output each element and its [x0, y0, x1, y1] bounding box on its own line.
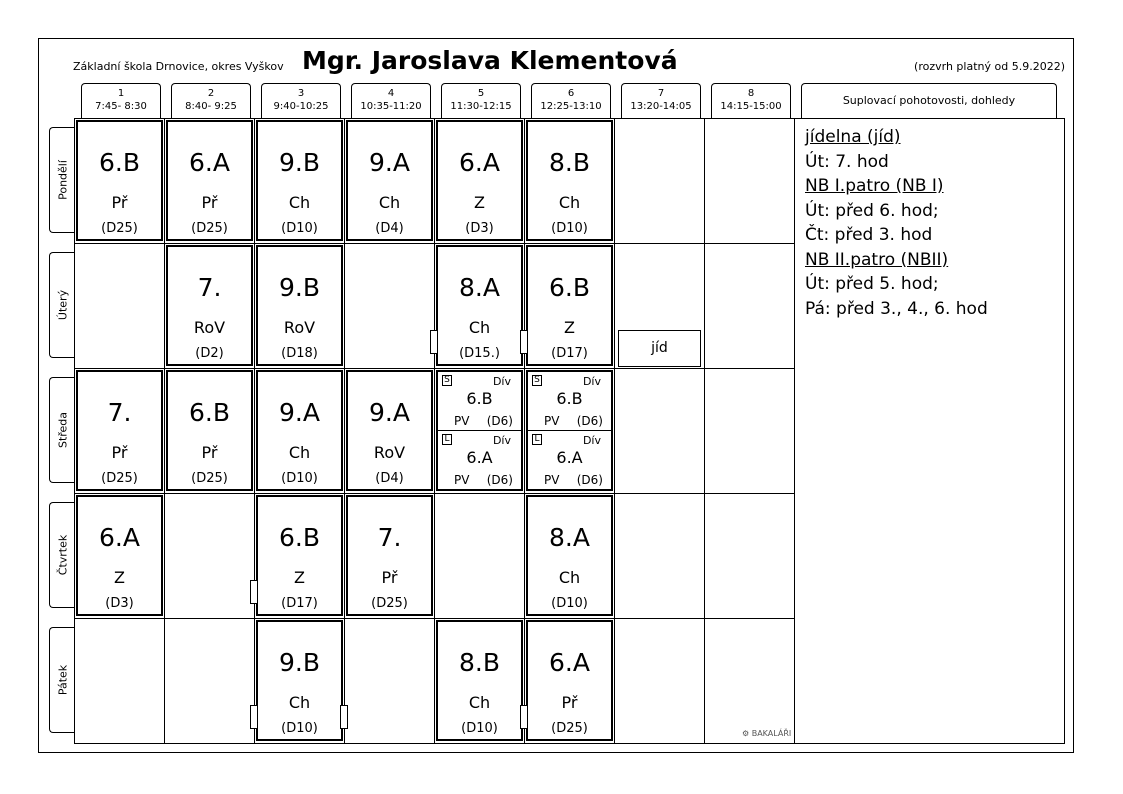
grid-line	[74, 368, 794, 369]
class-name: 9.B	[278, 648, 320, 677]
grid-line	[344, 118, 345, 744]
class-name: 6.B	[466, 389, 493, 408]
lesson-wed-2[interactable]	[166, 370, 253, 491]
day-header-monday	[49, 127, 75, 233]
grid-line	[164, 118, 165, 744]
group-type: Dív	[582, 375, 601, 388]
class-name: 8.B	[458, 648, 500, 677]
teacher-name: Mgr. Jaroslava Klementová	[302, 46, 678, 75]
class-name: 6.A	[556, 448, 583, 467]
class-name: 6.A	[189, 148, 230, 177]
subject: Z	[564, 318, 575, 337]
grid-line	[254, 118, 255, 744]
duty-time: Út: před 6. hod;	[805, 200, 939, 221]
subject: Ch	[468, 318, 491, 337]
subject: PV	[454, 414, 470, 428]
school-name: Základní škola Drnovice, okres Vyškov	[73, 60, 284, 73]
class-name: 6.A	[466, 448, 493, 467]
grid-line	[434, 118, 435, 744]
subject: Př	[111, 443, 128, 462]
period-header-2	[171, 83, 251, 118]
duty-cell-tue-7[interactable]: jíd	[618, 330, 701, 367]
period-header-3	[261, 83, 341, 118]
period-number: 7	[657, 88, 665, 99]
period-number: 2	[207, 88, 215, 99]
grid-line	[524, 118, 525, 744]
lesson-thu-3[interactable]	[256, 495, 343, 616]
room: (D25)	[191, 471, 228, 486]
duty-time: Út: 7. hod	[805, 151, 889, 172]
room: (D6)	[486, 414, 513, 428]
subject: Př	[111, 193, 128, 212]
class-name: 8.A	[549, 523, 590, 552]
class-name: 6.B	[278, 523, 320, 552]
group-type: Dív	[492, 434, 511, 447]
lesson-wed-6	[526, 370, 613, 491]
lesson-fri-6[interactable]	[526, 620, 613, 741]
room: (D3)	[465, 221, 494, 236]
lesson-mon-2[interactable]	[166, 120, 253, 241]
subject: PV	[544, 414, 560, 428]
room: (D6)	[486, 473, 513, 487]
class-name: 8.A	[459, 273, 500, 302]
subject: Př	[201, 193, 218, 212]
duty-header: Suplovací pohotovosti, dohledy	[801, 83, 1057, 118]
duty-time: Čt: před 3. hod	[805, 225, 933, 245]
period-header-5	[441, 83, 521, 118]
class-name: 9.A	[369, 148, 410, 177]
room: (D17)	[551, 346, 588, 361]
subject: Ch	[558, 193, 581, 212]
room: (D2)	[195, 346, 224, 361]
lesson-tue-6[interactable]	[526, 245, 613, 366]
day-header-friday	[49, 627, 75, 733]
class-name: 6.B	[556, 389, 583, 408]
grid-line	[74, 493, 794, 494]
class-name: 9.B	[278, 273, 320, 302]
class-name: 6.B	[548, 273, 590, 302]
subject: Ch	[288, 693, 311, 712]
subject: Př	[201, 443, 218, 462]
subject: Ch	[288, 193, 311, 212]
room: (D10)	[551, 596, 588, 611]
lesson-thu-6[interactable]	[526, 495, 613, 616]
duty-location-title: NB I.patro (NB I)	[805, 176, 944, 196]
room: (D6)	[576, 473, 603, 487]
bakalari-logo	[742, 729, 791, 738]
duty-time: Út: před 5. hod;	[805, 274, 939, 294]
group-label: S	[442, 375, 452, 386]
period-header-6	[531, 83, 611, 118]
grid-line	[74, 243, 794, 244]
grid-line	[74, 618, 794, 619]
subject: RoV	[373, 443, 406, 462]
room: (D25)	[101, 471, 138, 486]
lesson-wed-1[interactable]	[76, 370, 163, 491]
grid-line	[74, 118, 794, 119]
period-header-7	[621, 83, 701, 118]
subject: Z	[474, 193, 485, 212]
lesson-thu-4[interactable]	[346, 495, 433, 616]
room: (D3)	[105, 596, 134, 611]
subject: PV	[544, 473, 560, 487]
day-label: Pondělí	[56, 160, 69, 200]
grid-line	[74, 743, 794, 744]
room: (D10)	[281, 221, 318, 236]
period-header-4	[351, 83, 431, 118]
period-number: 4	[387, 88, 395, 99]
duty-location-title: jídelna (jíd)	[805, 127, 901, 147]
lesson-wed-3[interactable]	[256, 370, 343, 491]
room: (D6)	[576, 414, 603, 428]
grid-line	[74, 118, 75, 744]
lesson-mon-1[interactable]	[76, 120, 163, 241]
subject: PV	[454, 473, 470, 487]
group-lesson-s[interactable]	[528, 372, 611, 431]
class-name: 6.A	[99, 523, 140, 552]
class-name: 9.B	[278, 148, 320, 177]
group-label: L	[532, 434, 542, 445]
room: (D18)	[281, 346, 318, 361]
lesson-tue-3[interactable]	[256, 245, 343, 366]
period-number: 1	[117, 88, 125, 99]
subject: RoV	[283, 318, 316, 337]
room: (D25)	[371, 596, 408, 611]
subject: Ch	[288, 443, 311, 462]
duty-location-title: NB II.patro (NBII)	[805, 249, 949, 270]
duty-marker	[430, 330, 438, 354]
period-time: 11:30-12:15	[450, 101, 512, 112]
class-name: 9.A	[279, 398, 320, 427]
subject: Ch	[468, 693, 491, 712]
group-label: L	[442, 434, 452, 445]
period-number: 5	[477, 88, 485, 99]
room: (D10)	[281, 721, 318, 736]
period-number: 8	[747, 88, 755, 99]
room: (D25)	[551, 721, 588, 736]
group-label: S	[532, 375, 542, 386]
lesson-fri-3[interactable]	[256, 620, 343, 741]
room: (D4)	[375, 471, 404, 486]
lesson-wed-5	[436, 370, 523, 491]
class-name: 8.B	[548, 148, 590, 177]
period-time: 13:20-14:05	[630, 101, 692, 112]
period-time: 7:45- 8:30	[95, 101, 147, 112]
period-number: 6	[567, 88, 575, 99]
subject: Ch	[378, 193, 401, 212]
day-header-wednesday	[49, 377, 75, 483]
class-name: 9.A	[369, 398, 410, 427]
duty-marker	[250, 580, 258, 604]
grid-line	[704, 118, 705, 744]
class-name: 6.A	[549, 648, 590, 677]
period-time: 9:40-10:25	[273, 101, 329, 112]
duty-list	[805, 125, 988, 321]
lesson-tue-5[interactable]	[436, 245, 523, 366]
room: (D25)	[101, 221, 138, 236]
period-header-1	[81, 83, 161, 118]
subject: Z	[114, 568, 125, 587]
lesson-mon-6[interactable]	[526, 120, 613, 241]
logo-text: BAKALÁŘI	[751, 729, 792, 738]
lesson-thu-1[interactable]	[76, 495, 163, 616]
duty-time: Pá: před 3., 4., 6. hod	[805, 298, 988, 319]
period-time: 8:40- 9:25	[185, 101, 237, 112]
period-time: 12:25-13:10	[540, 101, 602, 112]
group-lesson-s[interactable]	[438, 372, 521, 431]
room: (D17)	[281, 596, 318, 611]
group-type: Dív	[582, 434, 601, 447]
valid-from: (rozvrh platný od 5.9.2022)	[914, 60, 1065, 73]
duty-marker	[520, 705, 528, 729]
lesson-fri-5[interactable]	[436, 620, 523, 741]
group-type: Dív	[492, 375, 511, 388]
period-time: 10:35-11:20	[360, 101, 422, 112]
period-time: 14:15-15:00	[720, 101, 782, 112]
class-name: 7.	[107, 398, 132, 427]
day-header-tuesday	[49, 252, 75, 358]
subject: Př	[381, 568, 398, 587]
room: (D10)	[281, 471, 318, 486]
day-label: Pátek	[56, 664, 69, 696]
subject: Z	[294, 568, 305, 587]
day-label: Čtvrtek	[56, 534, 69, 576]
day-header-thursday	[49, 502, 75, 608]
period-number: 3	[297, 88, 305, 99]
day-label: Středa	[56, 411, 69, 449]
class-name: 7.	[197, 273, 222, 302]
room: (D10)	[551, 221, 588, 236]
subject: Ch	[558, 568, 581, 587]
class-name: 6.B	[98, 148, 140, 177]
room: (D25)	[191, 221, 228, 236]
lesson-mon-3[interactable]	[256, 120, 343, 241]
class-name: 7.	[377, 523, 402, 552]
group-lesson-l[interactable]	[438, 431, 521, 489]
room: (D15.)	[459, 346, 500, 361]
subject: Př	[561, 693, 578, 712]
subject: RoV	[193, 318, 226, 337]
lesson-mon-5[interactable]	[436, 120, 523, 241]
period-header-8	[711, 83, 791, 118]
class-name: 6.A	[459, 148, 500, 177]
duty-marker	[340, 705, 348, 729]
lesson-tue-2[interactable]	[166, 245, 253, 366]
group-lesson-l[interactable]	[528, 431, 611, 489]
day-label: Úterý	[56, 289, 69, 321]
grid-line	[614, 118, 615, 744]
lesson-mon-4[interactable]	[346, 120, 433, 241]
gear-icon: ⚙	[742, 729, 750, 738]
lesson-wed-4[interactable]	[346, 370, 433, 491]
class-name: 6.B	[188, 398, 230, 427]
duty-marker	[520, 330, 528, 354]
room: (D10)	[461, 721, 498, 736]
room: (D4)	[375, 221, 404, 236]
duty-marker	[250, 705, 258, 729]
